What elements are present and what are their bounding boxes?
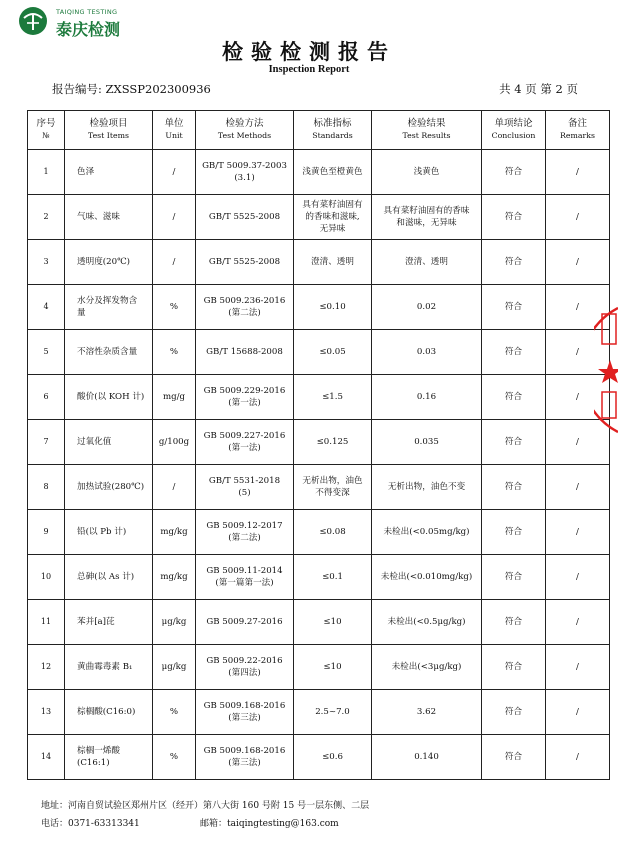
- header-test-results: 检验结果 Test Results: [372, 111, 482, 150]
- inspection-seal-stamp: [594, 300, 618, 440]
- cell-no: 2: [28, 195, 65, 240]
- cell-no: 14: [28, 735, 65, 780]
- table-row: [28, 735, 610, 780]
- cell-remark: /: [546, 465, 610, 510]
- cell-test-method: GB/T 5525-2008: [196, 240, 294, 285]
- cell-test-item: 总砷(以 As 计): [65, 555, 153, 600]
- cell-test-result: 未检出(<0.010mg/kg): [372, 555, 482, 600]
- cell-remark: /: [546, 690, 610, 735]
- cell-test-result: 0.02: [372, 285, 482, 330]
- cell-test-method: GB/T 5525-2008: [196, 195, 294, 240]
- cell-standard: ≤0.1: [294, 555, 372, 600]
- cell-test-method: GB 5009.27-2016: [196, 600, 294, 645]
- footer-email: 邮箱：taiqingtesting@163.com: [200, 819, 339, 829]
- cell-standard: 无析出物，油色 不得变深: [294, 465, 372, 510]
- table-row: [28, 510, 610, 555]
- cell-remark: /: [546, 735, 610, 780]
- table-row: [28, 240, 610, 285]
- cell-remark: /: [546, 555, 610, 600]
- cell-test-result: 澄清、透明: [372, 240, 482, 285]
- logo-chinese-text: 泰庆检测: [56, 20, 121, 39]
- cell-unit: /: [153, 240, 196, 285]
- cell-standard: 2.5~7.0: [294, 690, 372, 735]
- cell-test-item: 棕榈一烯酸 (C16:1): [65, 735, 153, 780]
- header-unit: 单位 Unit: [153, 111, 196, 150]
- cell-remark: /: [546, 285, 610, 330]
- cell-no: 8: [28, 465, 65, 510]
- cell-no: 6: [28, 375, 65, 420]
- cell-no: 1: [28, 150, 65, 195]
- table-row: [28, 555, 610, 600]
- cell-remark: /: [546, 510, 610, 555]
- cell-unit: μg/kg: [153, 600, 196, 645]
- report-subtitle: Inspection Report: [268, 64, 350, 75]
- cell-conclusion: 符合: [482, 645, 546, 690]
- table-row: [28, 600, 610, 645]
- cell-test-item: 苯并[a]芘: [65, 600, 153, 645]
- cell-unit: %: [153, 285, 196, 330]
- cell-test-item: 透明度(20℃): [65, 240, 153, 285]
- cell-standard: ≤0.6: [294, 735, 372, 780]
- cell-test-item: 水分及挥发物含 量: [65, 285, 153, 330]
- table-row: [28, 645, 610, 690]
- logo-english-text: TAIQING TESTING: [56, 8, 118, 16]
- cell-conclusion: 符合: [482, 420, 546, 465]
- cell-test-result: 无析出物，油色不变: [372, 465, 482, 510]
- cell-no: 9: [28, 510, 65, 555]
- cell-unit: /: [153, 465, 196, 510]
- cell-standard: ≤0.08: [294, 510, 372, 555]
- cell-unit: mg/g: [153, 375, 196, 420]
- cell-test-result: 未检出(<0.5μg/kg): [372, 600, 482, 645]
- cell-test-method: GB/T 5009.37-2003 (3.1): [196, 150, 294, 195]
- cell-unit: /: [153, 195, 196, 240]
- cell-no: 11: [28, 600, 65, 645]
- cell-conclusion: 符合: [482, 375, 546, 420]
- cell-no: 13: [28, 690, 65, 735]
- cell-standard: 具有菜籽油固有 的香味和滋味, 无异味: [294, 195, 372, 240]
- logo-mark-icon: [18, 6, 48, 36]
- cell-test-method: GB 5009.22-2016 (第四法): [196, 645, 294, 690]
- cell-conclusion: 符合: [482, 150, 546, 195]
- cell-test-result: 未检出(<0.05mg/kg): [372, 510, 482, 555]
- cell-no: 3: [28, 240, 65, 285]
- cell-standard: ≤10: [294, 645, 372, 690]
- cell-test-method: GB/T 5531-2018 (5): [196, 465, 294, 510]
- header-test-items: 检验项目 Test Items: [65, 111, 153, 150]
- table-row: [28, 690, 610, 735]
- cell-test-result: 浅黄色: [372, 150, 482, 195]
- cell-conclusion: 符合: [482, 555, 546, 600]
- cell-standard: 澄清、透明: [294, 240, 372, 285]
- header-no: 序号 №: [28, 111, 65, 150]
- header-standards: 标准指标 Standards: [294, 111, 372, 150]
- cell-conclusion: 符合: [482, 195, 546, 240]
- cell-test-method: GB 5009.229-2016 (第一法): [196, 375, 294, 420]
- cell-test-method: GB 5009.168-2016 (第三法): [196, 690, 294, 735]
- cell-test-item: 色泽: [65, 150, 153, 195]
- cell-test-result: 具有菜籽油固有的香味 和滋味，无异味: [372, 195, 482, 240]
- cell-remark: /: [546, 150, 610, 195]
- cell-no: 12: [28, 645, 65, 690]
- cell-test-item: 酸价(以 KOH 计): [65, 375, 153, 420]
- inspection-results-table: [27, 110, 610, 780]
- header-test-methods: 检验方法 Test Methods: [196, 111, 294, 150]
- cell-no: 5: [28, 330, 65, 375]
- cell-standard: ≤0.10: [294, 285, 372, 330]
- cell-remark: /: [546, 240, 610, 285]
- cell-test-result: 0.16: [372, 375, 482, 420]
- cell-remark: /: [546, 330, 610, 375]
- cell-remark: /: [546, 195, 610, 240]
- page-info: 共 4 页 第 2 页: [499, 82, 578, 96]
- cell-conclusion: 符合: [482, 330, 546, 375]
- cell-test-result: 3.62: [372, 690, 482, 735]
- cell-standard: 浅黄色至橙黄色: [294, 150, 372, 195]
- cell-conclusion: 符合: [482, 510, 546, 555]
- cell-test-item: 铅(以 Pb 计): [65, 510, 153, 555]
- header-remarks: 备注 Remarks: [546, 111, 610, 150]
- cell-test-item: 加热试验(280℃): [65, 465, 153, 510]
- cell-standard: ≤0.05: [294, 330, 372, 375]
- cell-unit: %: [153, 330, 196, 375]
- cell-test-item: 黄曲霉毒素 B₁: [65, 645, 153, 690]
- table-header-row: [28, 111, 610, 150]
- cell-remark: /: [546, 375, 610, 420]
- report-number: 报告编号: ZXSSP202300936: [52, 82, 211, 96]
- cell-unit: μg/kg: [153, 645, 196, 690]
- cell-test-result: 0.035: [372, 420, 482, 465]
- table-row: [28, 330, 610, 375]
- cell-no: 7: [28, 420, 65, 465]
- cell-remark: /: [546, 600, 610, 645]
- cell-remark: /: [546, 645, 610, 690]
- cell-test-item: 不溶性杂质含量: [65, 330, 153, 375]
- cell-test-method: GB 5009.11-2014 (第一篇第一法): [196, 555, 294, 600]
- cell-conclusion: 符合: [482, 735, 546, 780]
- cell-unit: mg/kg: [153, 510, 196, 555]
- cell-test-result: 0.140: [372, 735, 482, 780]
- cell-conclusion: 符合: [482, 285, 546, 330]
- table-row: [28, 195, 610, 240]
- cell-standard: ≤10: [294, 600, 372, 645]
- cell-test-method: GB/T 15688-2008: [196, 330, 294, 375]
- table-row: [28, 285, 610, 330]
- table-row: [28, 465, 610, 510]
- cell-test-item: 棕榈酸(C16:0): [65, 690, 153, 735]
- cell-unit: g/100g: [153, 420, 196, 465]
- report-title: 检验检测报告: [222, 39, 396, 64]
- cell-test-method: GB 5009.168-2016 (第三法): [196, 735, 294, 780]
- footer-phone: 电话：0371-63313341: [41, 819, 140, 829]
- cell-standard: ≤1.5: [294, 375, 372, 420]
- table-row: [28, 420, 610, 465]
- cell-test-item: 气味、滋味: [65, 195, 153, 240]
- cell-remark: /: [546, 420, 610, 465]
- cell-test-method: GB 5009.227-2016 (第一法): [196, 420, 294, 465]
- header-conclusion: 单项结论 Conclusion: [482, 111, 546, 150]
- cell-unit: %: [153, 735, 196, 780]
- table-row: [28, 375, 610, 420]
- cell-test-method: GB 5009.12-2017 (第二法): [196, 510, 294, 555]
- cell-conclusion: 符合: [482, 240, 546, 285]
- cell-conclusion: 符合: [482, 690, 546, 735]
- table-row: [28, 150, 610, 195]
- cell-unit: mg/kg: [153, 555, 196, 600]
- cell-unit: /: [153, 150, 196, 195]
- cell-no: 10: [28, 555, 65, 600]
- cell-test-result: 0.03: [372, 330, 482, 375]
- cell-unit: %: [153, 690, 196, 735]
- cell-no: 4: [28, 285, 65, 330]
- cell-conclusion: 符合: [482, 465, 546, 510]
- footer-address: 地址：河南自贸试验区郑州片区（经开）第八大街 160 号附 15 号一层东侧、二层: [41, 801, 370, 811]
- cell-test-method: GB 5009.236-2016 (第二法): [196, 285, 294, 330]
- cell-test-result: 未检出(<3μg/kg): [372, 645, 482, 690]
- cell-standard: ≤0.125: [294, 420, 372, 465]
- cell-test-item: 过氧化值: [65, 420, 153, 465]
- cell-conclusion: 符合: [482, 600, 546, 645]
